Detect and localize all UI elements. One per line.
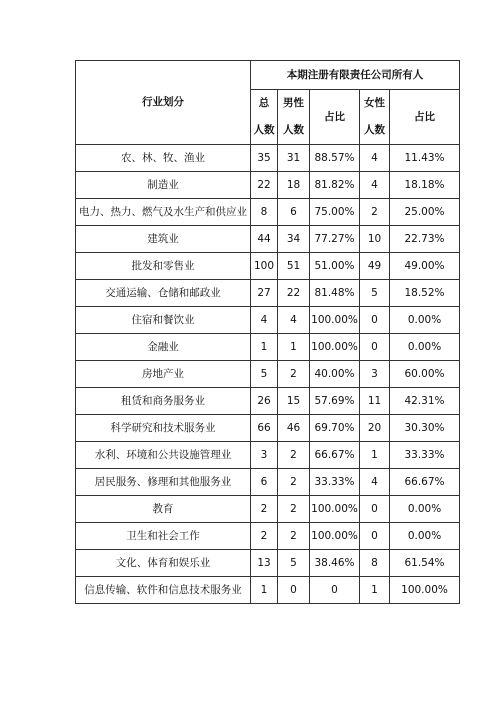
header-row-top [76, 61, 460, 90]
male-ratio-cell: 38.46% [310, 550, 360, 577]
male-ratio-cell: 81.82% [310, 172, 360, 199]
female-count-cell: 10 [360, 226, 390, 253]
male-count-cell: 18 [278, 172, 310, 199]
table-row [76, 307, 460, 334]
male-ratio-cell: 88.57% [310, 145, 360, 172]
industry-cell: 信息传输、软件和信息技术服务业 [76, 577, 251, 604]
table-row [76, 469, 460, 496]
total-cell: 27 [251, 280, 278, 307]
industry-cell: 科学研究和技术服务业 [76, 415, 251, 442]
total-header [251, 90, 278, 145]
male-count-cell: 2 [278, 361, 310, 388]
industry-cell: 文化、体育和娱乐业 [76, 550, 251, 577]
female-ratio-cell: 33.33% [390, 442, 460, 469]
industry-cell: 金融业 [76, 334, 251, 361]
male-ratio-cell: 100.00% [310, 496, 360, 523]
industry-header: 行业划分 [76, 61, 251, 145]
male-ratio-cell: 69.70% [310, 415, 360, 442]
male-count-cell: 15 [278, 388, 310, 415]
table-row [76, 226, 460, 253]
male-count-cell: 51 [278, 253, 310, 280]
table-row [76, 361, 460, 388]
male-count-cell: 5 [278, 550, 310, 577]
total-cell: 66 [251, 415, 278, 442]
table-row [76, 442, 460, 469]
table-row [76, 523, 460, 550]
industry-cell: 租赁和商务服务业 [76, 388, 251, 415]
table-row [76, 172, 460, 199]
female-ratio-cell: 61.54% [390, 550, 460, 577]
total-cell: 44 [251, 226, 278, 253]
industry-cell: 电力、热力、燃气及水生产和供应业 [76, 199, 251, 226]
male-ratio-cell: 57.69% [310, 388, 360, 415]
industry-cell: 住宿和餐饮业 [76, 307, 251, 334]
total-cell: 6 [251, 469, 278, 496]
industry-cell: 水利、环境和公共设施管理业 [76, 442, 251, 469]
male-count-cell: 2 [278, 469, 310, 496]
female-count-cell: 49 [360, 253, 390, 280]
female-count-cell: 1 [360, 442, 390, 469]
table-row [76, 550, 460, 577]
male-ratio-cell: 66.67% [310, 442, 360, 469]
total-cell: 100 [251, 253, 278, 280]
female-header [360, 90, 390, 145]
female-ratio-cell: 25.00% [390, 199, 460, 226]
male-ratio-cell: 40.00% [310, 361, 360, 388]
female-ratio-cell: 66.67% [390, 469, 460, 496]
industry-cell: 居民服务、修理和其他服务业 [76, 469, 251, 496]
male-ratio-cell: 77.27% [310, 226, 360, 253]
table-row [76, 145, 460, 172]
female-count-cell: 0 [360, 496, 390, 523]
female-count-cell: 0 [360, 334, 390, 361]
industry-gender-table [75, 60, 460, 604]
male-ratio-cell: 75.00% [310, 199, 360, 226]
female-ratio-header: 占比 [390, 90, 460, 145]
female-ratio-cell: 0.00% [390, 307, 460, 334]
male-count-cell: 2 [278, 442, 310, 469]
male-ratio-cell: 81.48% [310, 280, 360, 307]
female-count-cell: 2 [360, 199, 390, 226]
total-cell: 22 [251, 172, 278, 199]
female-ratio-cell: 30.30% [390, 415, 460, 442]
total-cell: 26 [251, 388, 278, 415]
total-cell: 13 [251, 550, 278, 577]
table-row [76, 415, 460, 442]
total-cell: 2 [251, 496, 278, 523]
female-header-top: 女性 [364, 97, 385, 109]
female-count-cell: 20 [360, 415, 390, 442]
female-ratio-cell: 18.52% [390, 280, 460, 307]
male-count-cell: 1 [278, 334, 310, 361]
total-cell: 3 [251, 442, 278, 469]
female-ratio-cell: 11.43% [390, 145, 460, 172]
female-count-cell: 4 [360, 469, 390, 496]
male-ratio-header: 占比 [310, 90, 360, 145]
female-count-cell: 0 [360, 307, 390, 334]
industry-cell: 教育 [76, 496, 251, 523]
total-cell: 4 [251, 307, 278, 334]
female-header-bottom: 人数 [364, 124, 385, 136]
male-count-cell: 31 [278, 145, 310, 172]
industry-cell: 交通运输、仓储和邮政业 [76, 280, 251, 307]
male-ratio-cell: 100.00% [310, 523, 360, 550]
female-ratio-cell: 22.73% [390, 226, 460, 253]
table-row [76, 253, 460, 280]
industry-cell: 房地产业 [76, 361, 251, 388]
male-ratio-cell: 33.33% [310, 469, 360, 496]
female-count-cell: 0 [360, 523, 390, 550]
female-count-cell: 3 [360, 361, 390, 388]
female-count-cell: 4 [360, 172, 390, 199]
male-header-bottom: 人数 [283, 124, 304, 136]
female-ratio-cell: 100.00% [390, 577, 460, 604]
female-count-cell: 11 [360, 388, 390, 415]
female-count-cell: 4 [360, 145, 390, 172]
total-header-top: 总 [258, 97, 270, 109]
total-header-bottom: 人数 [253, 124, 275, 136]
total-cell: 35 [251, 145, 278, 172]
female-ratio-cell: 18.18% [390, 172, 460, 199]
male-count-cell: 4 [278, 307, 310, 334]
male-ratio-cell: 100.00% [310, 334, 360, 361]
table-row [76, 577, 460, 604]
group-header: 本期注册有限责任公司所有人 [251, 61, 460, 90]
male-ratio-cell: 0 [310, 577, 360, 604]
male-ratio-cell: 51.00% [310, 253, 360, 280]
female-ratio-cell: 0.00% [390, 523, 460, 550]
table-row [76, 199, 460, 226]
male-header-top: 男性 [283, 97, 304, 109]
female-count-cell: 1 [360, 577, 390, 604]
industry-cell: 批发和零售业 [76, 253, 251, 280]
table-row [76, 334, 460, 361]
male-count-cell: 6 [278, 199, 310, 226]
male-count-cell: 34 [278, 226, 310, 253]
table-row [76, 280, 460, 307]
male-count-cell: 22 [278, 280, 310, 307]
female-ratio-cell: 0.00% [390, 496, 460, 523]
total-cell: 2 [251, 523, 278, 550]
male-count-cell: 0 [278, 577, 310, 604]
total-cell: 1 [251, 334, 278, 361]
female-count-cell: 5 [360, 280, 390, 307]
male-count-cell: 2 [278, 523, 310, 550]
industry-cell: 制造业 [76, 172, 251, 199]
table-row [76, 388, 460, 415]
female-ratio-cell: 42.31% [390, 388, 460, 415]
male-count-cell: 46 [278, 415, 310, 442]
male-count-cell: 2 [278, 496, 310, 523]
female-ratio-cell: 49.00% [390, 253, 460, 280]
female-ratio-cell: 60.00% [390, 361, 460, 388]
female-count-cell: 8 [360, 550, 390, 577]
industry-cell: 建筑业 [76, 226, 251, 253]
total-cell: 1 [251, 577, 278, 604]
female-ratio-cell: 0.00% [390, 334, 460, 361]
male-ratio-cell: 100.00% [310, 307, 360, 334]
industry-cell: 卫生和社会工作 [76, 523, 251, 550]
total-cell: 8 [251, 199, 278, 226]
male-header [278, 90, 310, 145]
industry-cell: 农、林、牧、渔业 [76, 145, 251, 172]
total-cell: 5 [251, 361, 278, 388]
table-row [76, 496, 460, 523]
